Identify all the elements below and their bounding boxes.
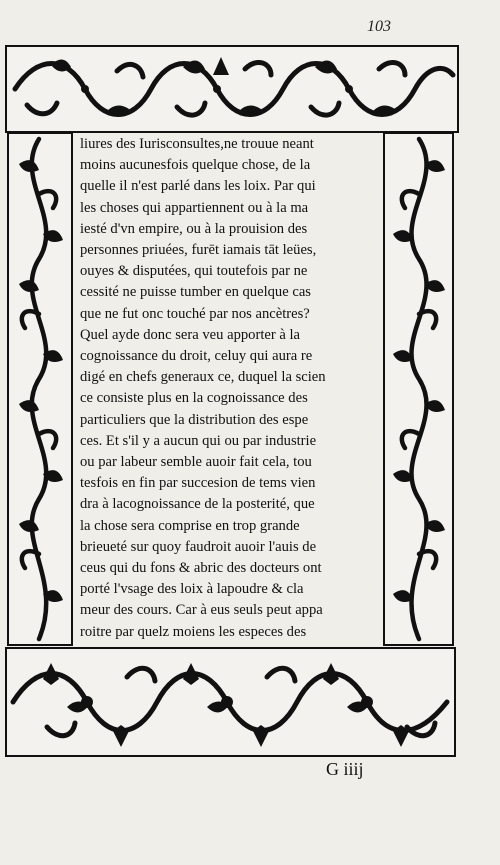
vine-scroll-icon (7, 47, 457, 131)
text-line: ouyes & disputées, qui toutefois par ne (80, 263, 308, 280)
vine-scroll-icon (385, 134, 452, 644)
text-line: cognoissance du droit, celuy qui aura re (80, 348, 313, 365)
text-line: meur des cours. Car à eus seuls peut appa (80, 602, 323, 619)
text-line: porté l'vsage des loix à lapoudre & cla (80, 581, 304, 598)
page-number: 103 (367, 18, 391, 35)
text-line: la chose sera comprise en trop grande (80, 517, 300, 534)
text-line: Quel ayde donc sera veu apporter à la (80, 326, 301, 343)
text-line: ceus qui du fons & abric des docteurs ont (80, 560, 322, 577)
left-ornament-border (7, 132, 73, 646)
text-line: personnes priuées, furēt iamais tāt leües, (80, 242, 317, 259)
text-line: roitre par quelz moiens les especes des (80, 623, 307, 640)
text-line: ce consiste plus en la cognoissance des (80, 390, 308, 407)
text-line: dra à lacognoissance de la posterité, que (80, 496, 315, 513)
text-line: ou par labeur semble auoir fait cela, tou (80, 454, 312, 471)
right-ornament-border (383, 132, 454, 646)
text-line: quelle il n'est parlé dans les loix. Par qui (80, 178, 316, 195)
body-text (80, 134, 378, 685)
text-line: ces. Et s'il y a aucun qui ou par industrie (80, 432, 317, 449)
signature-mark: G iiij (326, 759, 364, 779)
text-line: moins aucunesfois quelque chose, de la (80, 157, 311, 174)
text-line: cessité ne puisse tumber en quelque cas (80, 284, 311, 301)
fleuron-icon (7, 649, 454, 755)
bottom-ornament-border (5, 647, 456, 757)
text-line: les choses qui appartiennent ou à la ma (80, 199, 309, 216)
text-line: tesfois en fin par succesion de tems vien (80, 475, 316, 492)
text-line: digé en chefs generaux ce, duquel la scien (80, 369, 326, 386)
text-line: brieueté sur quoy faudroit auoir l'auis de (80, 538, 317, 555)
vine-scroll-icon (9, 134, 71, 644)
text-line: iesté d'vn empire, ou à la prouision des (80, 220, 308, 237)
text-line: particuliers que la distribution des espe (80, 411, 309, 428)
text-line: liures des Iurisconsultes,ne trouue neant (80, 136, 314, 152)
text-line: que ne fut onc touché par nos ancètres? (80, 305, 310, 322)
top-ornament-border (5, 45, 459, 133)
